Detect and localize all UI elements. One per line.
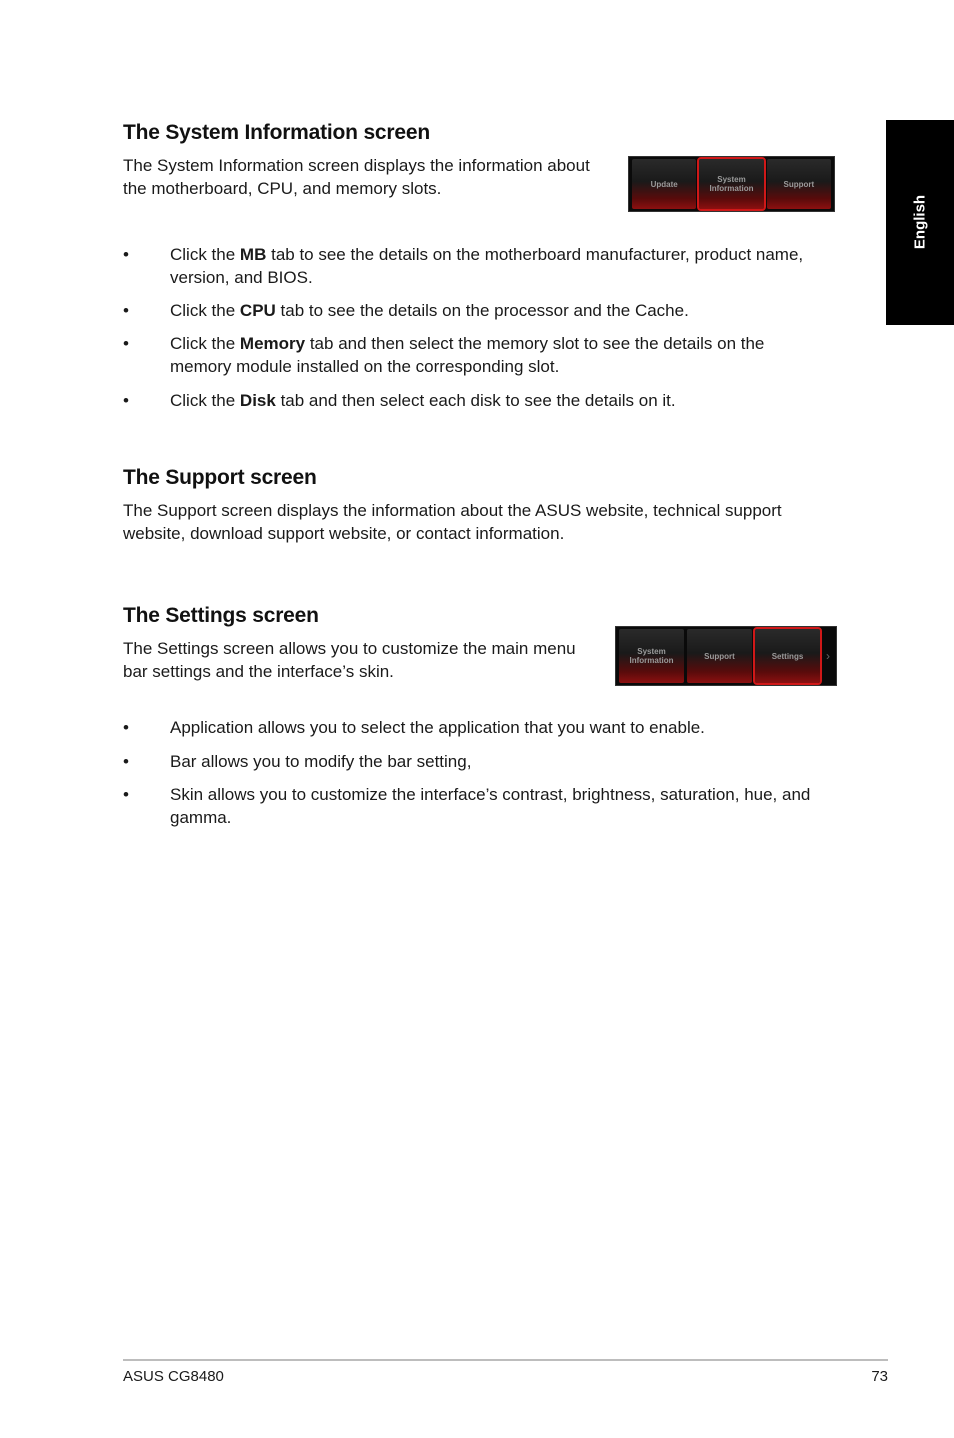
footer-product-name: ASUS CG8480 bbox=[123, 1368, 224, 1385]
bullet-text: Application allows you to select the application that you want to enable. bbox=[170, 718, 705, 737]
toolbar-support-button: Support bbox=[687, 629, 752, 683]
footer-divider bbox=[123, 1359, 888, 1361]
system-info-intro bbox=[123, 154, 590, 200]
toolbar-support-button: Support bbox=[767, 159, 831, 209]
bullet-text: Click the Disk tab and then select each disk to see the details on it. bbox=[170, 391, 676, 410]
bullet-text: Bar allows you to modify the bar setting, bbox=[170, 752, 472, 771]
system-info-intro-line-1: The System Information screen displays the information about bbox=[123, 156, 590, 175]
support-intro-line-2: website, download support website, or contact information. bbox=[123, 524, 565, 543]
toolbar-system-information-button: System Information bbox=[619, 629, 684, 683]
settings-intro-line-1: The Settings screen allows you to customize the main menu bbox=[123, 639, 576, 658]
bullet-dot: • bbox=[123, 391, 129, 410]
bullet-text: Click the MB tab to see the details on the motherboard manufacturer, product name, version, and BIOS. bbox=[170, 245, 804, 287]
bullet-dot: • bbox=[123, 245, 129, 264]
bullet-text: Skin allows you to customize the interface’s contrast, brightness, saturation, hue, and gamma. bbox=[170, 785, 811, 827]
bullet-text: Click the CPU tab to see the details on the processor and the Cache. bbox=[170, 301, 689, 320]
bullet-dot: • bbox=[123, 718, 129, 737]
system-info-toolbar-image bbox=[628, 156, 835, 212]
support-heading: The Support screen bbox=[123, 466, 317, 489]
system-info-heading: The System Information screen bbox=[123, 121, 430, 144]
toolbar-settings-button: Settings bbox=[755, 629, 820, 683]
bullet-dot: • bbox=[123, 752, 129, 771]
toolbar-update-button: Update bbox=[632, 159, 696, 209]
bullet-dot: • bbox=[123, 301, 129, 320]
chevron-right-icon: › bbox=[826, 649, 830, 663]
language-tab bbox=[886, 120, 954, 325]
settings-intro bbox=[123, 637, 576, 683]
support-intro-line-1: The Support screen displays the information about the ASUS website, technical support bbox=[123, 501, 782, 520]
support-intro bbox=[123, 499, 782, 545]
settings-heading: The Settings screen bbox=[123, 604, 319, 627]
toolbar-system-information-button: System Information bbox=[699, 159, 763, 209]
footer-page-number: 73 bbox=[871, 1368, 888, 1385]
settings-intro-line-2: bar settings and the interface’s skin. bbox=[123, 662, 394, 681]
bullet-dot: • bbox=[123, 785, 129, 804]
settings-toolbar-image bbox=[615, 626, 837, 686]
bullet-dot: • bbox=[123, 334, 129, 353]
language-tab-label: English bbox=[911, 194, 929, 250]
system-info-intro-line-2: the motherboard, CPU, and memory slots. bbox=[123, 179, 442, 198]
bullet-text: Click the Memory tab and then select the memory slot to see the details on the memory module installed on the corresponding slot. bbox=[170, 334, 765, 376]
